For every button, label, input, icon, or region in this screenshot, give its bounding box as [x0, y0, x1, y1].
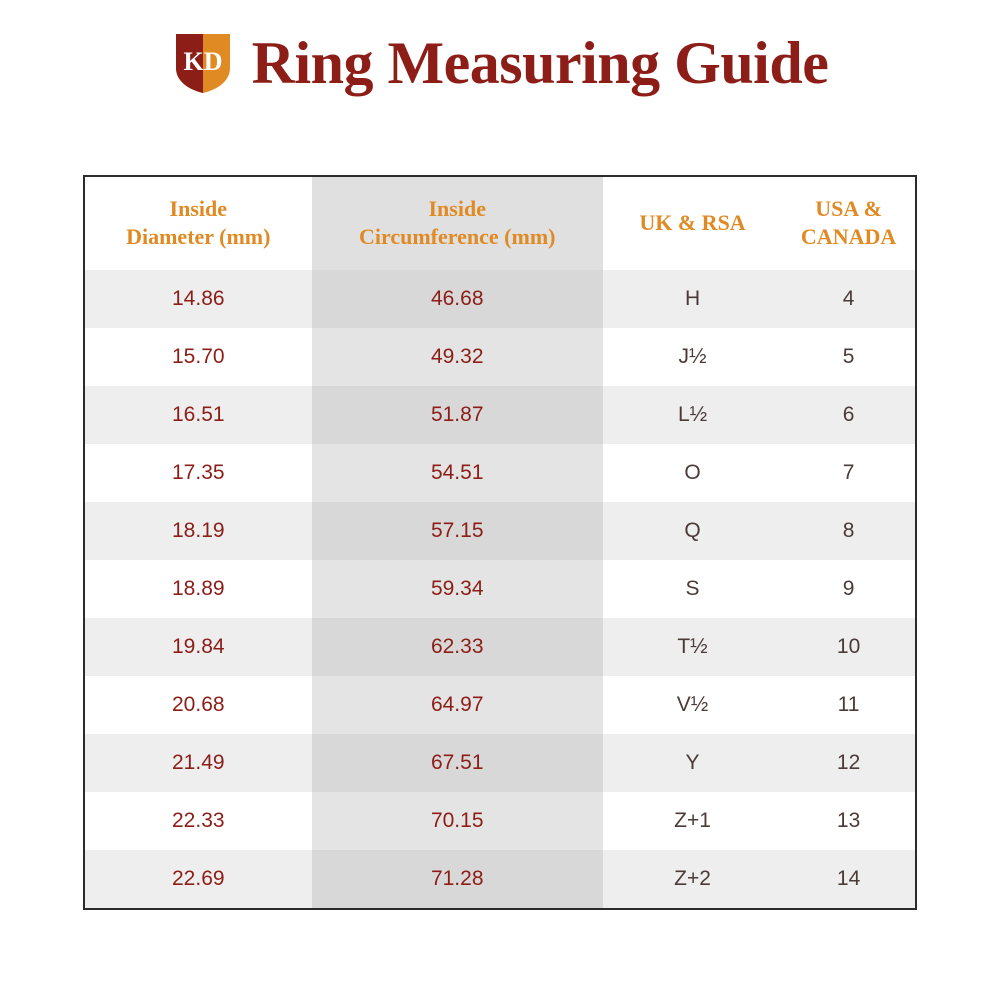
- page-title: Ring Measuring Guide: [251, 30, 829, 96]
- cell-inside-diameter: 22.69: [85, 850, 312, 908]
- table-row: [85, 560, 915, 618]
- cell-uk-rsa: T½: [603, 618, 782, 676]
- table-header: [85, 177, 915, 270]
- cell-uk-rsa: S: [603, 560, 782, 618]
- cell-inside-diameter: 21.49: [85, 734, 312, 792]
- cell-inside-diameter: 15.70: [85, 328, 312, 386]
- column-header-line-1: UK & RSA: [639, 209, 746, 235]
- column-header-line-2: Circumference (mm): [358, 223, 556, 249]
- table-row: [85, 270, 915, 328]
- table-row: [85, 444, 915, 502]
- column-header-line-2: CANADA: [800, 223, 897, 249]
- cell-inside-circumference: 51.87: [312, 386, 603, 444]
- cell-usa-canada: 14: [782, 850, 915, 908]
- cell-inside-diameter: 20.68: [85, 676, 312, 734]
- cell-usa-canada: 11: [782, 676, 915, 734]
- cell-inside-diameter: 19.84: [85, 618, 312, 676]
- table-row: [85, 676, 915, 734]
- table-row: [85, 618, 915, 676]
- cell-uk-rsa: O: [603, 444, 782, 502]
- cell-usa-canada: 4: [782, 270, 915, 328]
- cell-uk-rsa: Z+2: [603, 850, 782, 908]
- table-row: [85, 502, 915, 560]
- table-row: [85, 734, 915, 792]
- cell-inside-diameter: 14.86: [85, 270, 312, 328]
- cell-inside-circumference: 54.51: [312, 444, 603, 502]
- cell-inside-circumference: 57.15: [312, 502, 603, 560]
- table-row: [85, 386, 915, 444]
- table-body: [85, 270, 915, 908]
- kd-shield-logo: [172, 30, 234, 96]
- cell-uk-rsa: Q: [603, 502, 782, 560]
- cell-uk-rsa: J½: [603, 328, 782, 386]
- cell-usa-canada: 8: [782, 502, 915, 560]
- table-row: [85, 850, 915, 908]
- cell-uk-rsa: H: [603, 270, 782, 328]
- cell-usa-canada: 9: [782, 560, 915, 618]
- ring-size-table-container: [83, 175, 917, 910]
- column-header-line-1: Inside: [169, 196, 228, 221]
- table-header-row: [85, 177, 915, 270]
- column-header-inside-circumference: [312, 177, 603, 270]
- cell-usa-canada: 10: [782, 618, 915, 676]
- cell-inside-circumference: 64.97: [312, 676, 603, 734]
- cell-inside-diameter: 16.51: [85, 386, 312, 444]
- cell-uk-rsa: V½: [603, 676, 782, 734]
- cell-usa-canada: 12: [782, 734, 915, 792]
- cell-inside-circumference: 67.51: [312, 734, 603, 792]
- cell-usa-canada: 13: [782, 792, 915, 850]
- page-header: [0, 0, 1000, 96]
- column-header-line-2: Diameter (mm): [126, 223, 271, 249]
- cell-inside-diameter: 17.35: [85, 444, 312, 502]
- cell-inside-circumference: 71.28: [312, 850, 603, 908]
- cell-uk-rsa: L½: [603, 386, 782, 444]
- ring-size-table: [85, 177, 915, 908]
- cell-uk-rsa: Z+1: [603, 792, 782, 850]
- cell-inside-diameter: 18.19: [85, 502, 312, 560]
- column-header-line-1: USA &: [815, 196, 882, 221]
- column-header-line-1: Inside: [428, 196, 486, 221]
- cell-usa-canada: 7: [782, 444, 915, 502]
- cell-usa-canada: 6: [782, 386, 915, 444]
- cell-inside-circumference: 59.34: [312, 560, 603, 618]
- cell-inside-diameter: 18.89: [85, 560, 312, 618]
- cell-uk-rsa: Y: [603, 734, 782, 792]
- table-row: [85, 792, 915, 850]
- column-header-usa-canada: [782, 177, 915, 270]
- cell-inside-diameter: 22.33: [85, 792, 312, 850]
- cell-inside-circumference: 62.33: [312, 618, 603, 676]
- table-row: [85, 328, 915, 386]
- cell-usa-canada: 5: [782, 328, 915, 386]
- cell-inside-circumference: 70.15: [312, 792, 603, 850]
- cell-inside-circumference: 49.32: [312, 328, 603, 386]
- column-header-inside-diameter: [85, 177, 312, 270]
- svg-text:KD: KD: [183, 47, 223, 76]
- column-header-uk-rsa: [603, 177, 782, 270]
- cell-inside-circumference: 46.68: [312, 270, 603, 328]
